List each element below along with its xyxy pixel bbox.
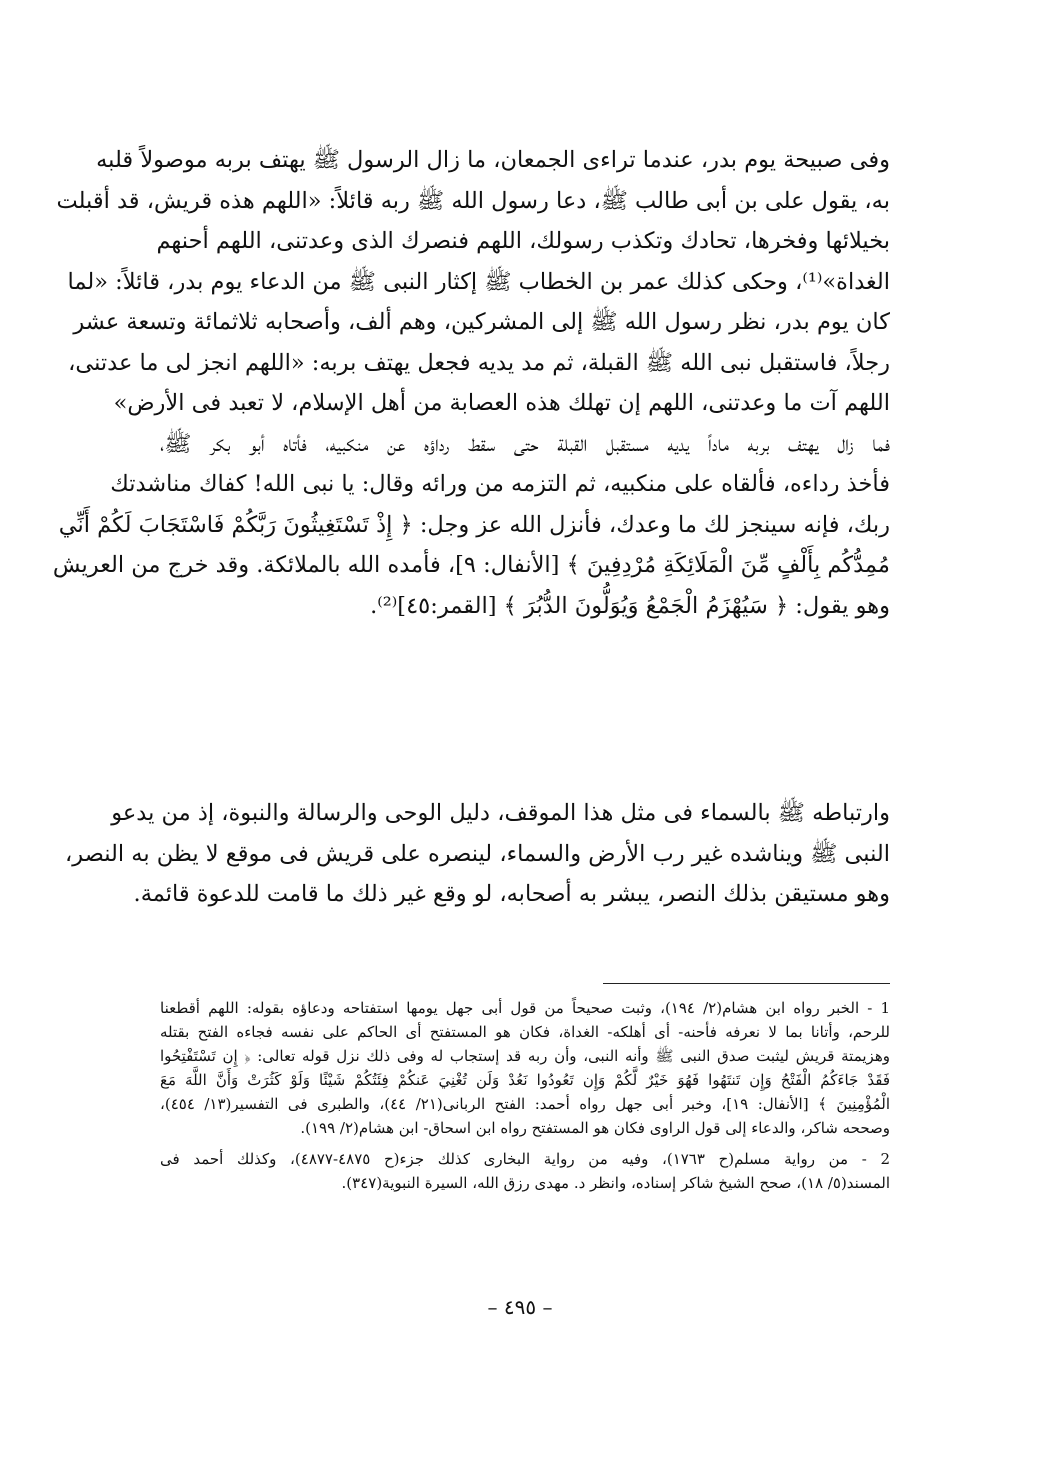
footnote-separator (603, 983, 890, 984)
footnote-line: 2 - من رواية مسلم(ح ١٧٦٣)، وفيه من رواية البخارى كذلك جزء(ح ٤٨٧٥-٤٨٧٧)، وكذلك أحمد فى (160, 1150, 890, 1168)
text-line: فما زال يهتف بربه ماداً يديه مستقبل القبلة حتى سقط رداؤه عن منكبيه، فأتاه أبو بكر ﷺ، (160, 430, 890, 457)
main-paragraph-2 (65, 793, 890, 915)
footnotes (160, 996, 890, 1195)
footnote-2 (160, 1147, 890, 1195)
text-line: كان يوم بدر، نظر رسول الله ﷺ إلى المشركين، وهم ألف، وأصحابه ثلاثمائة وتسعة عشر (73, 309, 890, 335)
text-line: النبى ﷺ ويناشده غير رب الأرض والسماء، لينصره على قريش فى موقع لا يظن به النصر، (65, 840, 890, 867)
footnote-line: وهزيمتة قريش ليثبت صدق النبى ﷺ وأنه النبى، وأن ربه قد إستجاب له وفى ذلك نزل قوله تعالى: ﴿ إِن تَسْتَفْتِحُوا (160, 1047, 890, 1065)
footnote-line: الْمُؤْمِنِينَ ﴾ [الأنفال: ١٩]، وخبر أبى جهل رواه أحمد: الفتح الربانى(٢١/ ٤٤)، والطبرى فى التفسير(١٣/ ٤٥٤)، (160, 1095, 891, 1113)
text-line: وهو يقول: ﴿ سَيُهْزَمُ الْجَمْعُ وَيُوَلُّونَ الدُّبُرَ ﴾ [القمر:٤٥]⁽²⁾. (370, 592, 890, 619)
footnote-1 (160, 996, 890, 1140)
footnote-line: فَقَدْ جَاءَكُمُ الْفَتْحُ وَإِن تَنتَهُوا فَهُوَ خَيْرٌ لَّكُمْ وَإِن تَعُودُوا نَعُدْ وَلَن تُغْنِيَ عَنكُمْ فِئَتُكُمْ شَيْئًا وَلَوْ كَثُرَتْ وَأَنَّ اللَّهَ مَعَ (160, 1071, 890, 1089)
text-line: فأخذ رداءه، فألقاه على منكبيه، ثم التزمه من ورائه وقال: يا نبى الله! كفاك مناشدتك (110, 471, 890, 497)
footnote-line: المسند(٥/ ١٨)، صحح الشيخ شاكر إسناده، وانظر د. مهدى رزق الله، السيرة النبوية(٣٤٧). (341, 1174, 890, 1192)
text-line: الغداة»⁽¹⁾، وحكى كذلك عمر بن الخطاب ﷺ إكثار النبى ﷺ من الدعاء يوم بدر، قائلاً: «لما (67, 268, 890, 295)
text-line: وهو مستيقن بذلك النصر، يبشر به أصحابه، لو وقع غير ذلك ما قامت للدعوة قائمة. (133, 881, 890, 907)
text-line: ربك، فإنه سينجز لك ما وعدك، فأنزل الله عز وجل: ﴿ إِذْ تَسْتَغِيثُونَ رَبَّكُمْ فَاسْتَجَابَ لَكُمْ أَنِّي (58, 511, 890, 538)
main-paragraph-1 (52, 140, 890, 626)
text-line: مُمِدُّكُم بِأَلْفٍ مِّنَ الْمَلَائِكَةِ مُرْدِفِينَ ﴾ [الأنفال: ٩]، فأمده الله بالملائكة. وقد خرج من العريش (52, 552, 890, 578)
text-line: وارتباطه ﷺ بالسماء فى مثل هذا الموقف، دليل الوحى والرسالة والنبوة، إذ من يدعو (111, 800, 890, 826)
footnote-line: 1 - الخبر رواه ابن هشام(٢/ ١٩٤)، وثبت صحيحاً من قول أبى جهل يومها استفتاحه ودعاؤه بقوله: اللهم أقطعنا (160, 999, 890, 1017)
page-number: – ٤٩٥ – (487, 1295, 553, 1319)
text-line: به، يقول على بن أبى طالب ﷺ، دعا رسول الله ﷺ ربه قائلاً: «اللهم هذه قريش، قد أقبلت (56, 187, 890, 214)
footnote-line: للرحم، وأتانا بما لا نعرفه فأحنه- أى أهلكه- الغداة، فكان هو المستفتح أى الحاكم على نفسه فجاءه الفتح بقتله (160, 1023, 890, 1041)
text-line: وفى صبيحة يوم بدر، عندما تراءى الجمعان، ما زال الرسول ﷺ يهتف بربه موصولاً قلبه (96, 147, 890, 173)
text-line: رجلاً، فاستقبل نبى الله ﷺ القبلة، ثم مد يديه فجعل يهتف بربه: «اللهم انجز لى ما عدتنى، (68, 349, 890, 376)
text-line: اللهم آت ما وعدتنى، اللهم إن تهلك هذه العصابة من أهل الإسلام، لا تعبد فى الأرض» (113, 390, 890, 416)
footnote-line: وصححه شاكر، والدعاء إلى قول الراوى فكان هو المستفتح رواه ابن اسحاق- ابن هشام(٢/ ١٩٩). (300, 1119, 890, 1137)
text-line: بخيلائها وفخرها، تحادك وتكذب رسولك، اللهم فنصرك الذى وعدتنى، اللهم أحنهم (156, 228, 890, 254)
